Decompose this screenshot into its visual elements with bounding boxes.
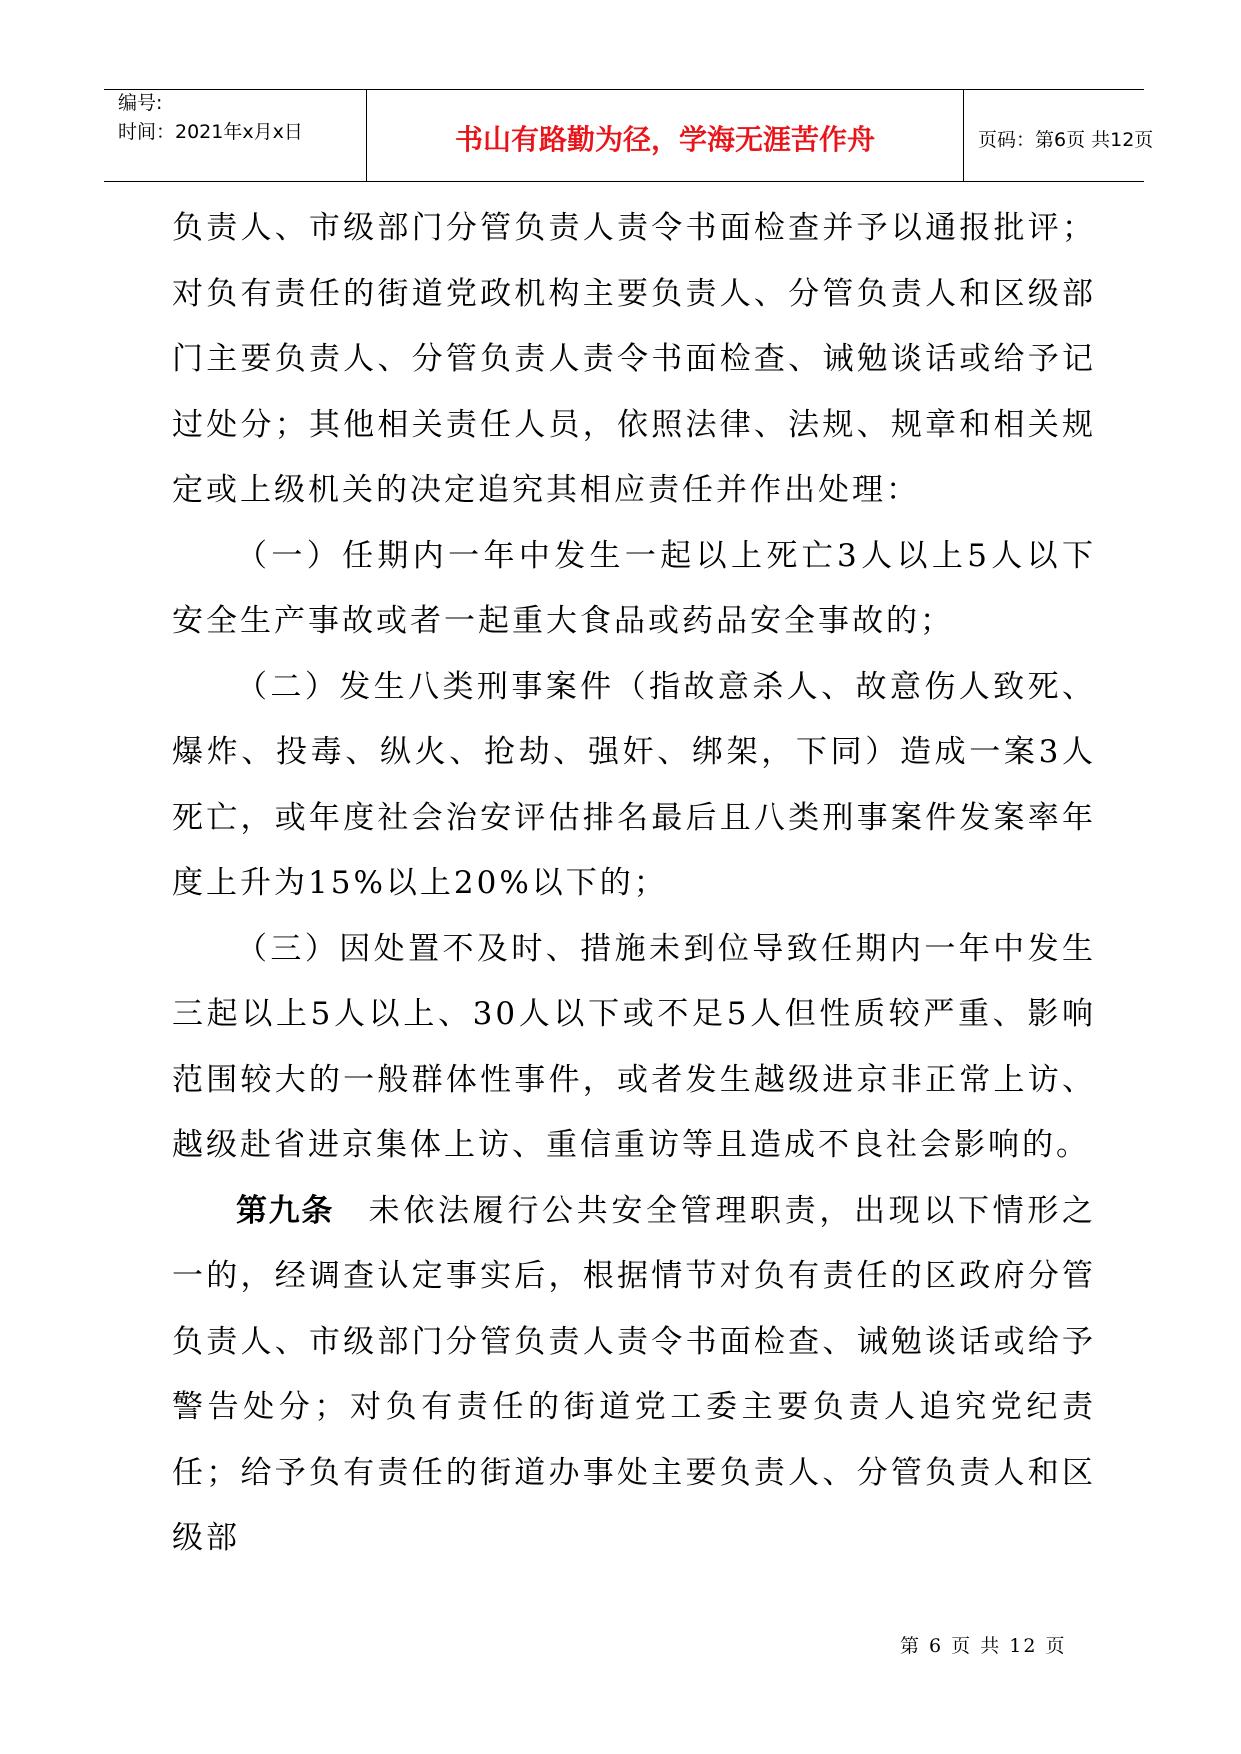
body-paragraph: （二）发生八类刑事案件（指故意杀人、故意伤人致死、爆炸、投毒、纵火、抢劫、强奸、绑架，下同）造成一案3人死亡，或年度社会治安评估排名最后且八类刑事案件发案率年度上升为15%以上20%以下的；: [172, 668, 1096, 901]
header-page-number: 页码：第6页 共12页: [978, 129, 1154, 151]
article-text: 未依法履行公共安全管理职责，出现以下情形之一的，经调查认定事实后，根据情节对负有责任的区政府分管负责人、市级部门分管负责人责令书面检查、诫勉谈话或给予警告处分；对负有责任的街道党工委主要负责人追究党纪责任；给予负有责任的街道办事处主要负责人、分管负责人和区级部: [172, 1192, 1096, 1556]
header-page-cell: [964, 90, 1154, 181]
article-paragraph: [172, 1179, 1096, 1572]
body-paragraph: 负责人、市级部门分管负责人责令书面检查并予以通报批评；对负有责任的街道党政机构主要负责人、分管负责人和区级部门主要负责人、分管负责人责令书面检查、诫勉谈话或给予记过处分；其他相关责任人员，依照法律、法规、规章和相关规定或上级机关的决定追究其相应责任并作出处理：: [172, 210, 1096, 508]
document-time-label: 时间：2021年x月x日: [118, 121, 303, 143]
document-header: [104, 89, 1154, 182]
header-info-cell: [104, 90, 367, 181]
header-motto-cell: [367, 90, 964, 181]
document-number-label: 编号:: [118, 92, 163, 114]
page-footer: 第 6 页 共 12 页: [900, 1635, 1067, 1657]
header-motto: 书山有路勤为径，学海无涯苦作舟: [454, 123, 875, 156]
article-heading: 第九条: [236, 1192, 334, 1229]
body-paragraph: （三）因处置不及时、措施未到位导致任期内一年中发生三起以上5人以上、30人以下或不足5人但性质较严重、影响范围较大的一般群体性事件，或者发生越级进京非正常上访、越级赴省进京集体上访、重信重访等且造成不良社会影响的。: [172, 930, 1096, 1163]
body-paragraph: （一）任期内一年中发生一起以上死亡3人以上5人以下安全生产事故或者一起重大食品或药品安全事故的；: [172, 537, 1096, 639]
document-body: [172, 196, 1096, 1572]
